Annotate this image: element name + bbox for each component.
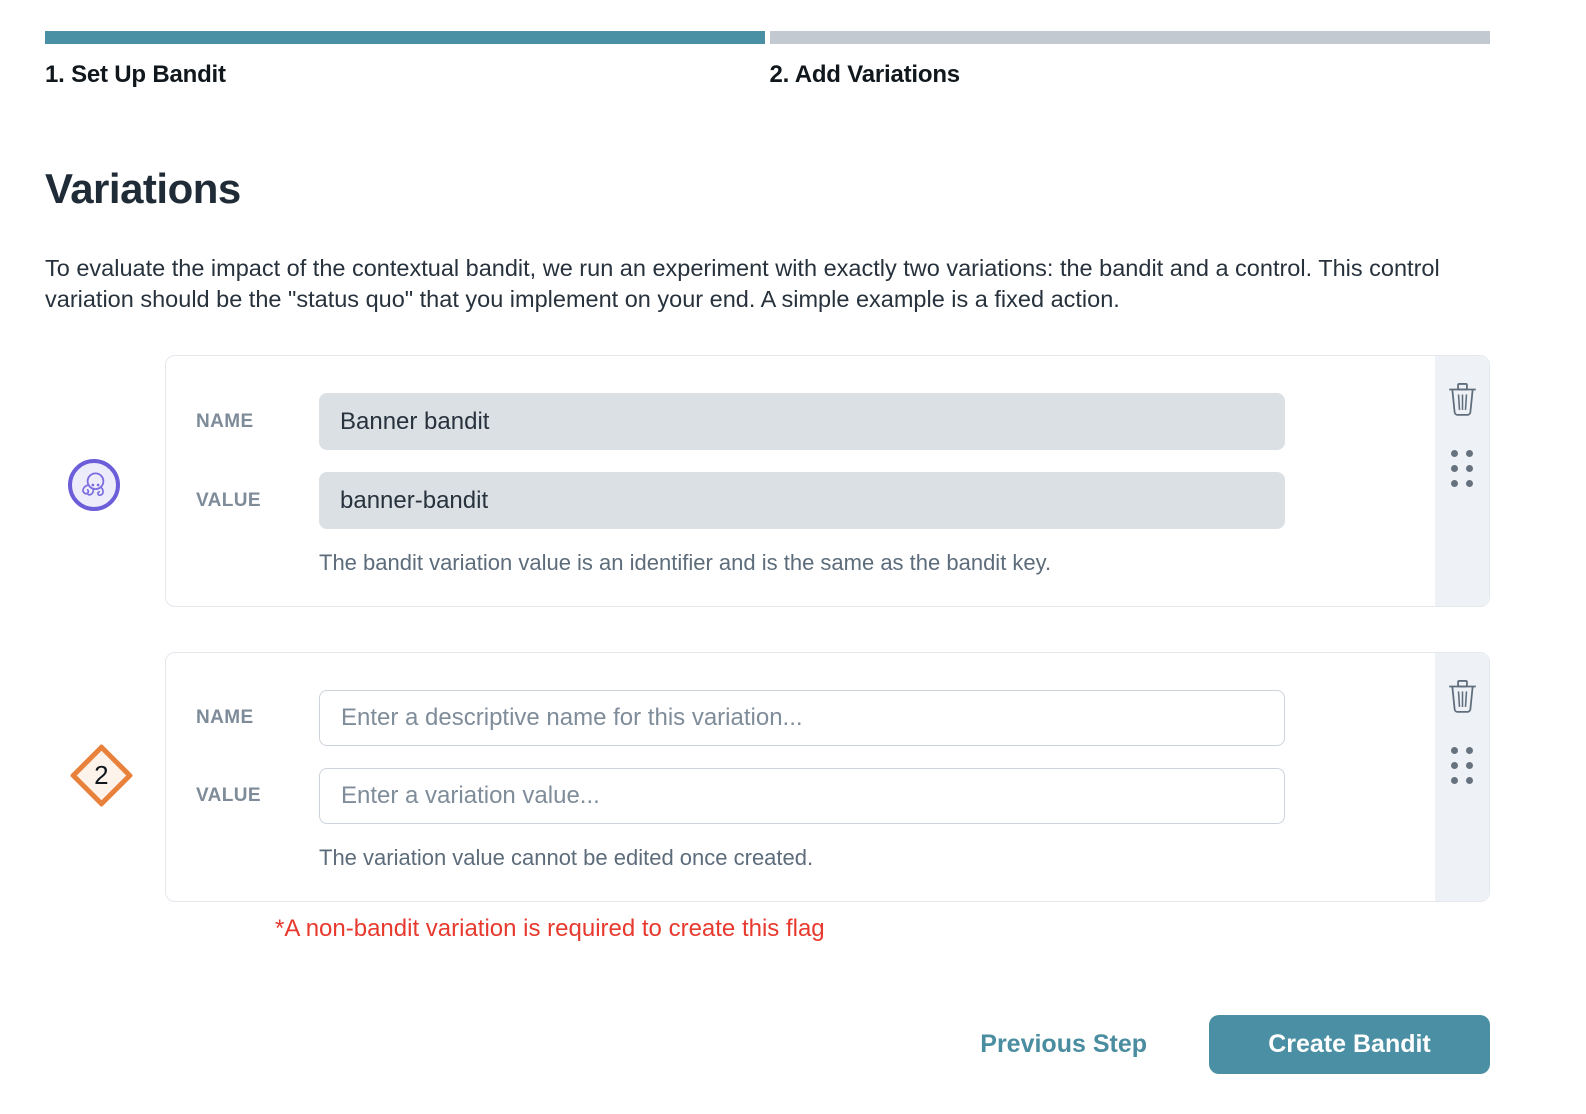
bandit-card-side-panel [1435,356,1489,606]
create-bandit-button[interactable]: Create Bandit [1209,1015,1490,1074]
bandit-octopus-icon [68,459,120,511]
step-2-add-variations[interactable]: 2. Add Variations [769,61,960,88]
delete-bandit-variation-button[interactable] [1447,382,1478,418]
step-1-set-up-bandit[interactable]: 1. Set Up Bandit [45,61,226,88]
page-description: To evaluate the impact of the contextual bandit, we run an experiment with exactly two variations: the bandit and a control. This control variation should be the "status quo" that you implement on your end. A simple example is a fixed action. [45,255,1440,312]
control-name-input[interactable] [319,690,1285,746]
octopus-glyph [76,467,112,503]
octopus-circle-badge [68,459,120,511]
previous-step-button[interactable]: Previous Step [980,1030,1147,1058]
bandit-value-row [196,472,1404,529]
bandit-name-input[interactable] [319,393,1285,450]
progress-segment-step1 [45,31,765,44]
control-value-row [196,768,1404,824]
variation-number-diamond-icon [68,742,134,808]
control-value-input[interactable] [319,768,1285,824]
variation-2-badge [69,743,133,807]
name-label: NAME [196,410,254,432]
wizard-step-labels [45,61,1490,89]
trash-icon [1447,382,1478,418]
control-name-row [196,690,1404,746]
delete-control-variation-button[interactable] [1447,679,1478,715]
wizard-progress-bar [45,31,1490,44]
control-helper-text: The variation value cannot be edited once created. [319,845,814,870]
trash-icon [1447,679,1478,715]
validation-error-message: *A non-bandit variation is required to create this flag [275,915,825,942]
variation-card-bandit [165,355,1490,607]
variation-card-control [93,652,1490,902]
progress-segment-step2 [770,31,1490,44]
variation-number: 2 [93,759,109,790]
page-title: Variations [45,165,241,212]
variation-card-list [93,355,1490,943]
control-card-side-panel [1435,653,1489,901]
bandit-name-row [196,393,1404,450]
drag-handle-icon[interactable] [1451,747,1473,784]
name-label: NAME [196,707,254,728]
bandit-helper-text: The bandit variation value is an identifier and is the same as the bandit key. [319,550,1052,575]
value-label: VALUE [196,489,261,511]
drag-handle-icon[interactable] [1451,450,1473,487]
value-label: VALUE [196,785,261,806]
wizard-footer [45,1015,1490,1074]
bandit-value-input[interactable] [319,472,1285,529]
